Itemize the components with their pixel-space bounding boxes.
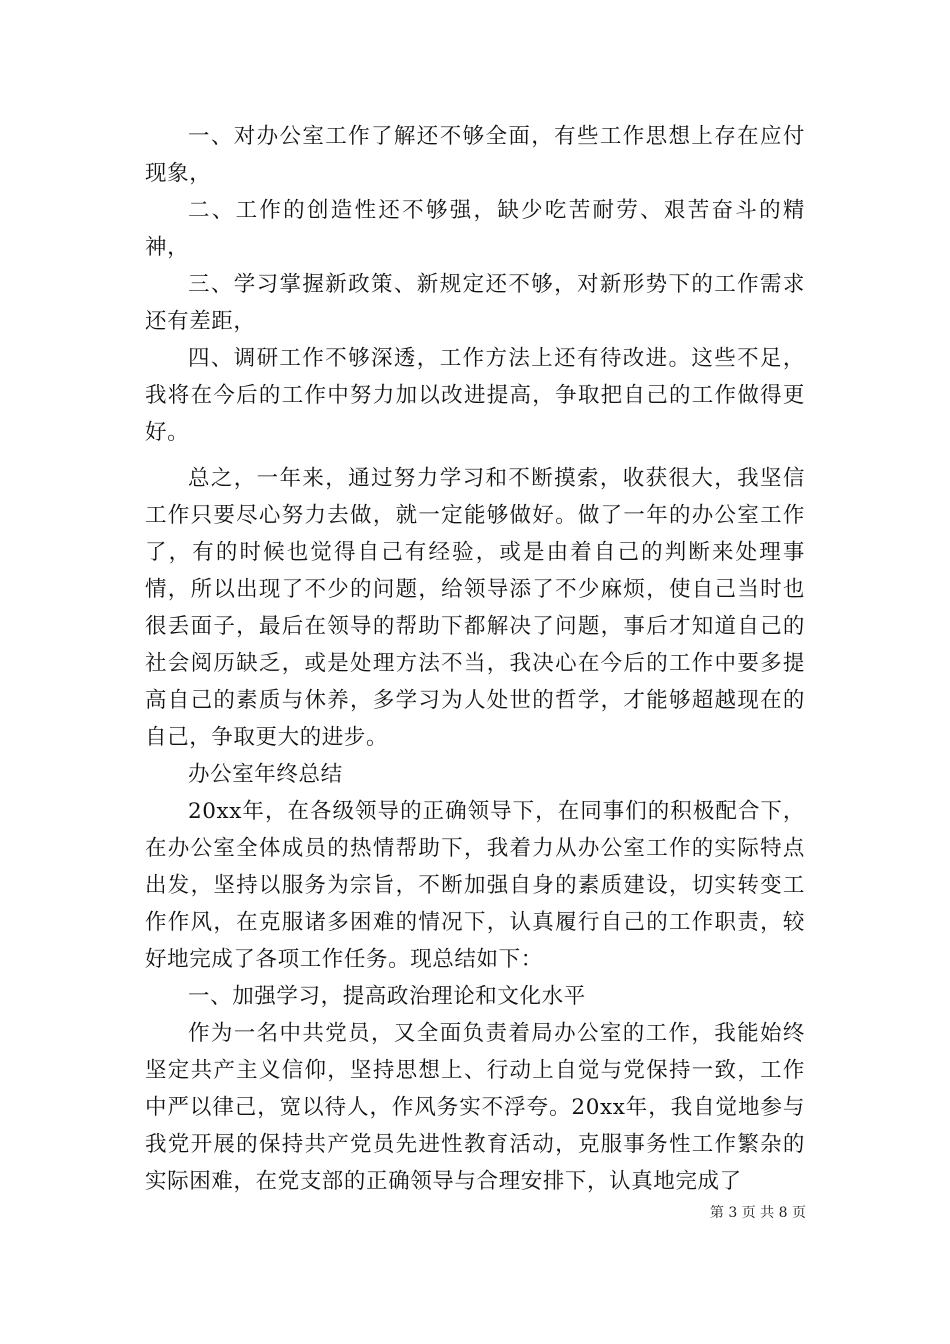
paragraph-intro: 20xx年，在各级领导的正确领导下，在同事们的积极配合下，在办公室全体成员的热情帮助下，我着力从办公室工作的实际特点出发，坚持以服务为宗旨，不断加强自身的素质建设，切实转变工作作风，在克服诸多困难的情况下，认真履行自己的工作职责，较好地完成了各项工作任务。现总结如下： (145, 799, 805, 972)
section-title: 办公室年终总结 (188, 762, 343, 787)
paragraph-shortcoming-1: 一、对办公室工作了解还不够全面，有些工作思想上存在应付现象， (145, 124, 805, 186)
document-body (145, 118, 805, 1200)
paragraph-shortcoming-3: 三、学习掌握新政策、新规定还不够，对新形势下的工作需求还有差距， (145, 272, 805, 334)
paragraph-shortcoming-4: 四、调研工作不够深透，工作方法上还有待改进。这些不足，我将在今后的工作中努力加以改进提高，争取把自己的工作做得更好。 (145, 346, 805, 445)
paragraph-party-member: 作为一名中共党员，又全面负责着局办公室的工作，我能始终坚定共产主义信仰，坚持思想上、行动上自觉与党保持一致，工作中严以律己，宽以待人，作风务实不浮夸。20xx年，我自觉地参与我党开展的保持共产党员先进性教育活动，克服事务性工作繁杂的实际困难，在党支部的正确领导与合理安排下，认真地完成了 (145, 1021, 805, 1194)
paragraph-conclusion: 总之，一年来，通过努力学习和不断摸索，收获很大，我坚信工作只要尽心努力去做，就一定能够做好。做了一年的办公室工作了，有的时候也觉得自己有经验，或是由着自己的判断来处理事情，所以出现了不少的问题，给领导添了不少麻烦，使自己当时也很丢面子，最后在领导的帮助下都解决了问题，事后才知道自己的社会阅历缺乏，或是处理方法不当，我决心在今后的工作中要多提高自己的素质与休养，多学习为人处世的哲学，才能够超越现在的自己，争取更大的进步。 (145, 466, 805, 750)
page-number-footer: 第 3 页 共 8 页 (709, 1205, 806, 1221)
subheading-study: 一、加强学习，提高政治理论和文化水平 (188, 984, 586, 1009)
paragraph-shortcoming-2: 二、工作的创造性还不够强，缺少吃苦耐劳、艰苦奋斗的精神， (145, 198, 805, 260)
